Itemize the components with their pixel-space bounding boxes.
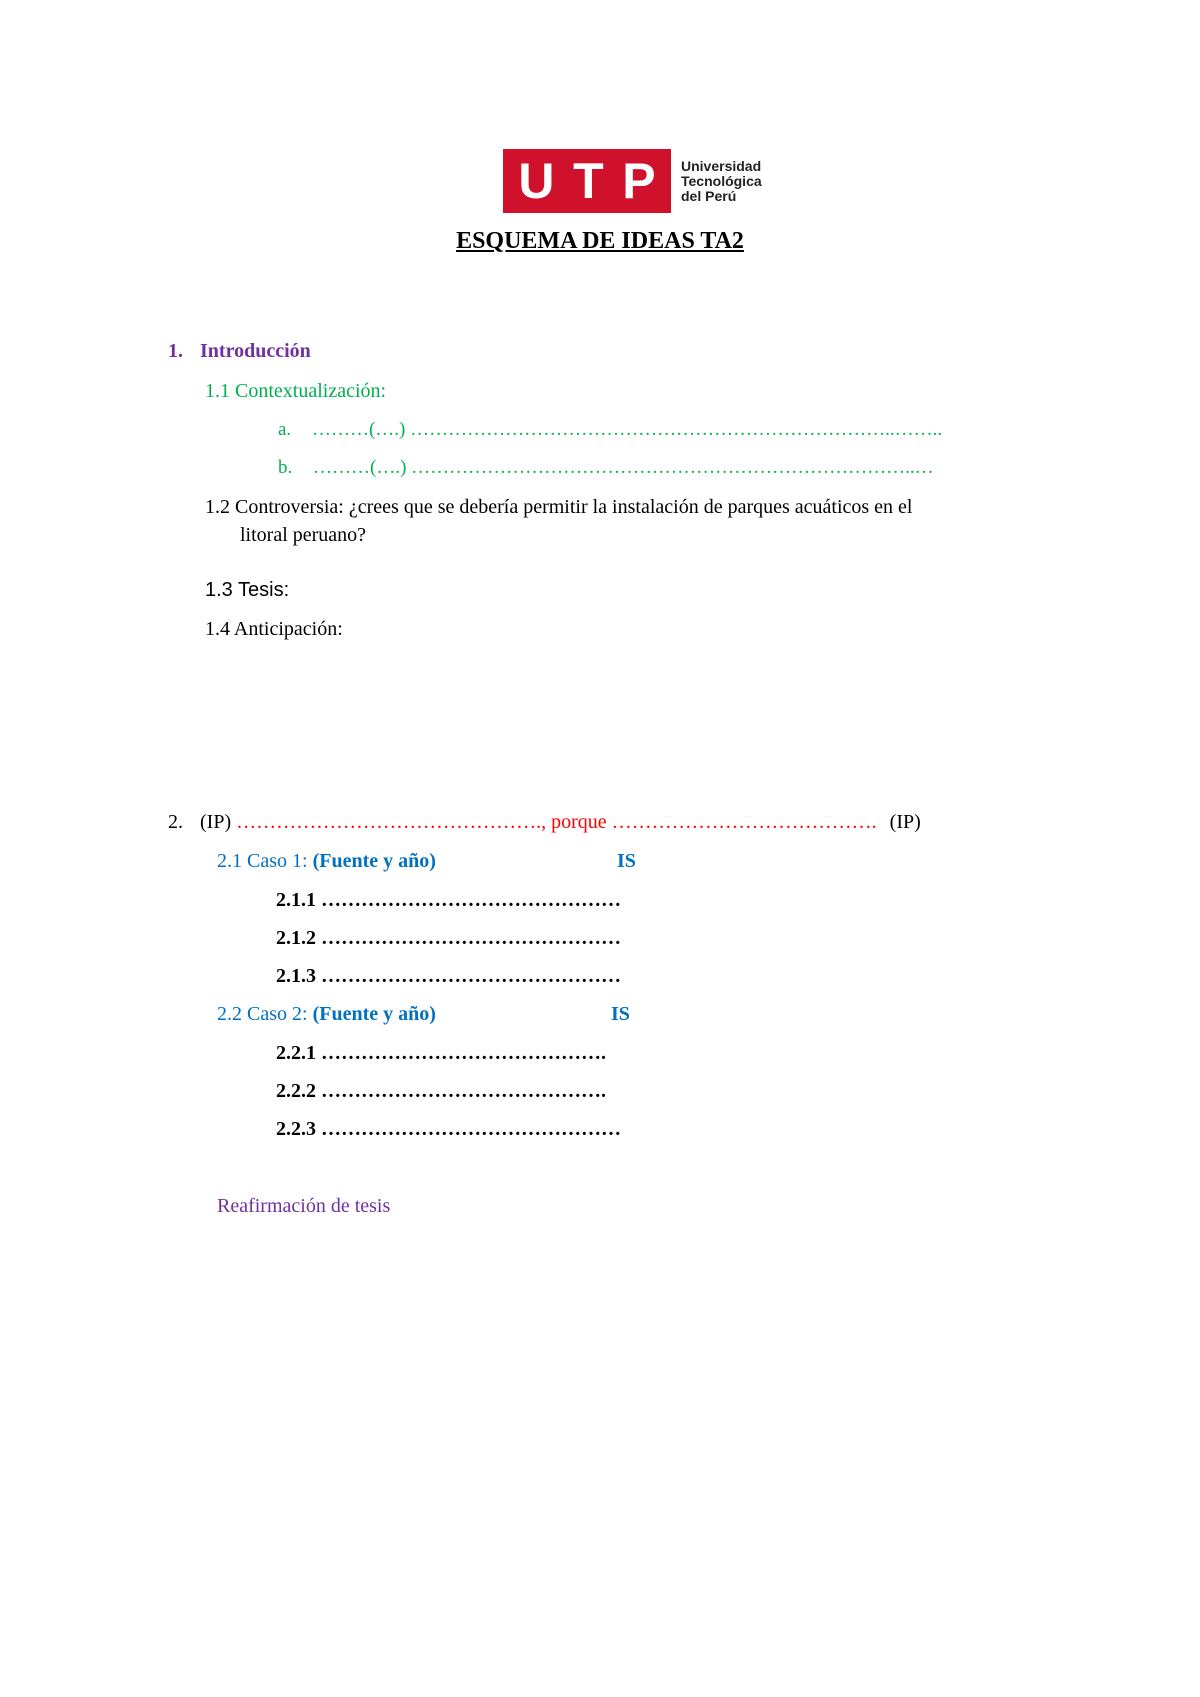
caso-2-label: 2.2 Caso 2:	[217, 1003, 308, 1025]
utp-logo	[503, 149, 762, 213]
document-title: ESQUEMA DE IDEAS TA2	[456, 228, 744, 254]
logo-letter-u: U	[518, 153, 555, 209]
ip-dots-2: ………………………………….	[611, 811, 877, 833]
item-2-1-1-num: 2.1.1	[276, 889, 316, 911]
section-1-number: 1.	[168, 340, 183, 362]
list-item-a	[278, 419, 942, 441]
caso-1-label: 2.1 Caso 1:	[217, 850, 308, 872]
subsection-1-2-number: 1.2	[205, 496, 230, 518]
item-b-marker: b.	[278, 457, 293, 478]
caso-1-is-text: IS	[617, 850, 636, 872]
logo-line-3: del Perú	[681, 187, 737, 204]
item-a-marker: a.	[278, 419, 292, 440]
caso-2-is	[611, 1003, 630, 1026]
ip-open: (IP)	[200, 811, 232, 833]
subsection-1-2	[205, 496, 913, 519]
item-2-1-2-dots: ………………………………………	[321, 927, 621, 949]
item-2-2-1-dots: …………………………………….	[321, 1042, 606, 1064]
porque-label: porque	[551, 811, 607, 833]
subsection-1-3: 1.3 Tesis:	[205, 579, 290, 601]
section-1-heading	[168, 340, 311, 363]
caso-2-source: (Fuente y año)	[312, 1003, 436, 1025]
item-2-1-3-num: 2.1.3	[276, 965, 316, 987]
caso-2-heading	[217, 1003, 436, 1026]
caso-1-is	[617, 850, 636, 873]
utp-logo-mark	[503, 149, 671, 213]
section-2-number: 2.	[168, 811, 183, 833]
list-item-b	[278, 457, 934, 479]
item-2-1-3-dots: ………………………………………	[321, 965, 621, 987]
reafirmacion-de-tesis: Reafirmación de tesis	[217, 1195, 391, 1217]
subsection-1-1: 1.1 Contextualización:	[205, 380, 387, 402]
caso-1-source: (Fuente y año)	[312, 850, 436, 872]
logo-line-2: Tecnológica	[681, 172, 762, 189]
caso-2-is-text: IS	[611, 1003, 630, 1025]
subsection-1-2-line-1: Controversia: ¿crees que se debería permitir la instalación de parques acuáticos en el	[235, 496, 913, 518]
section-1-title: Introducción	[200, 340, 311, 362]
item-2-1-3	[276, 965, 621, 988]
logo-wordmark	[681, 159, 762, 204]
item-2-2-2	[276, 1080, 606, 1103]
item-b-text: ………(….) ……………………………………………………………………..…	[313, 457, 934, 478]
item-a-text: ………(….) …………………………………………………………………..……..	[311, 419, 943, 440]
logo-letter-t: T	[573, 153, 604, 209]
logo-letter-p: P	[622, 153, 656, 209]
ip-close: (IP)	[889, 811, 921, 833]
subsection-1-4: 1.4 Anticipación:	[205, 618, 343, 640]
item-2-2-3-dots: ………………………………………	[321, 1118, 621, 1140]
item-2-2-2-num: 2.2.2	[276, 1080, 316, 1102]
subsection-1-2-line-2: litoral peruano?	[240, 524, 367, 546]
item-2-2-2-dots: …………………………………….	[321, 1080, 606, 1102]
caso-1-heading	[217, 850, 436, 873]
item-2-2-3-num: 2.2.3	[276, 1118, 316, 1140]
item-2-2-3	[276, 1118, 621, 1141]
logo-line-1: Universidad	[681, 157, 762, 174]
ip-dots-1: ……………………………………….,	[236, 811, 547, 833]
item-2-1-2-num: 2.1.2	[276, 927, 316, 949]
item-2-2-1	[276, 1042, 606, 1065]
section-2-heading	[168, 811, 921, 834]
item-2-1-2	[276, 927, 621, 950]
item-2-1-1-dots: ………………………………………	[321, 889, 621, 911]
item-2-2-1-num: 2.2.1	[276, 1042, 316, 1064]
item-2-1-1	[276, 889, 621, 912]
